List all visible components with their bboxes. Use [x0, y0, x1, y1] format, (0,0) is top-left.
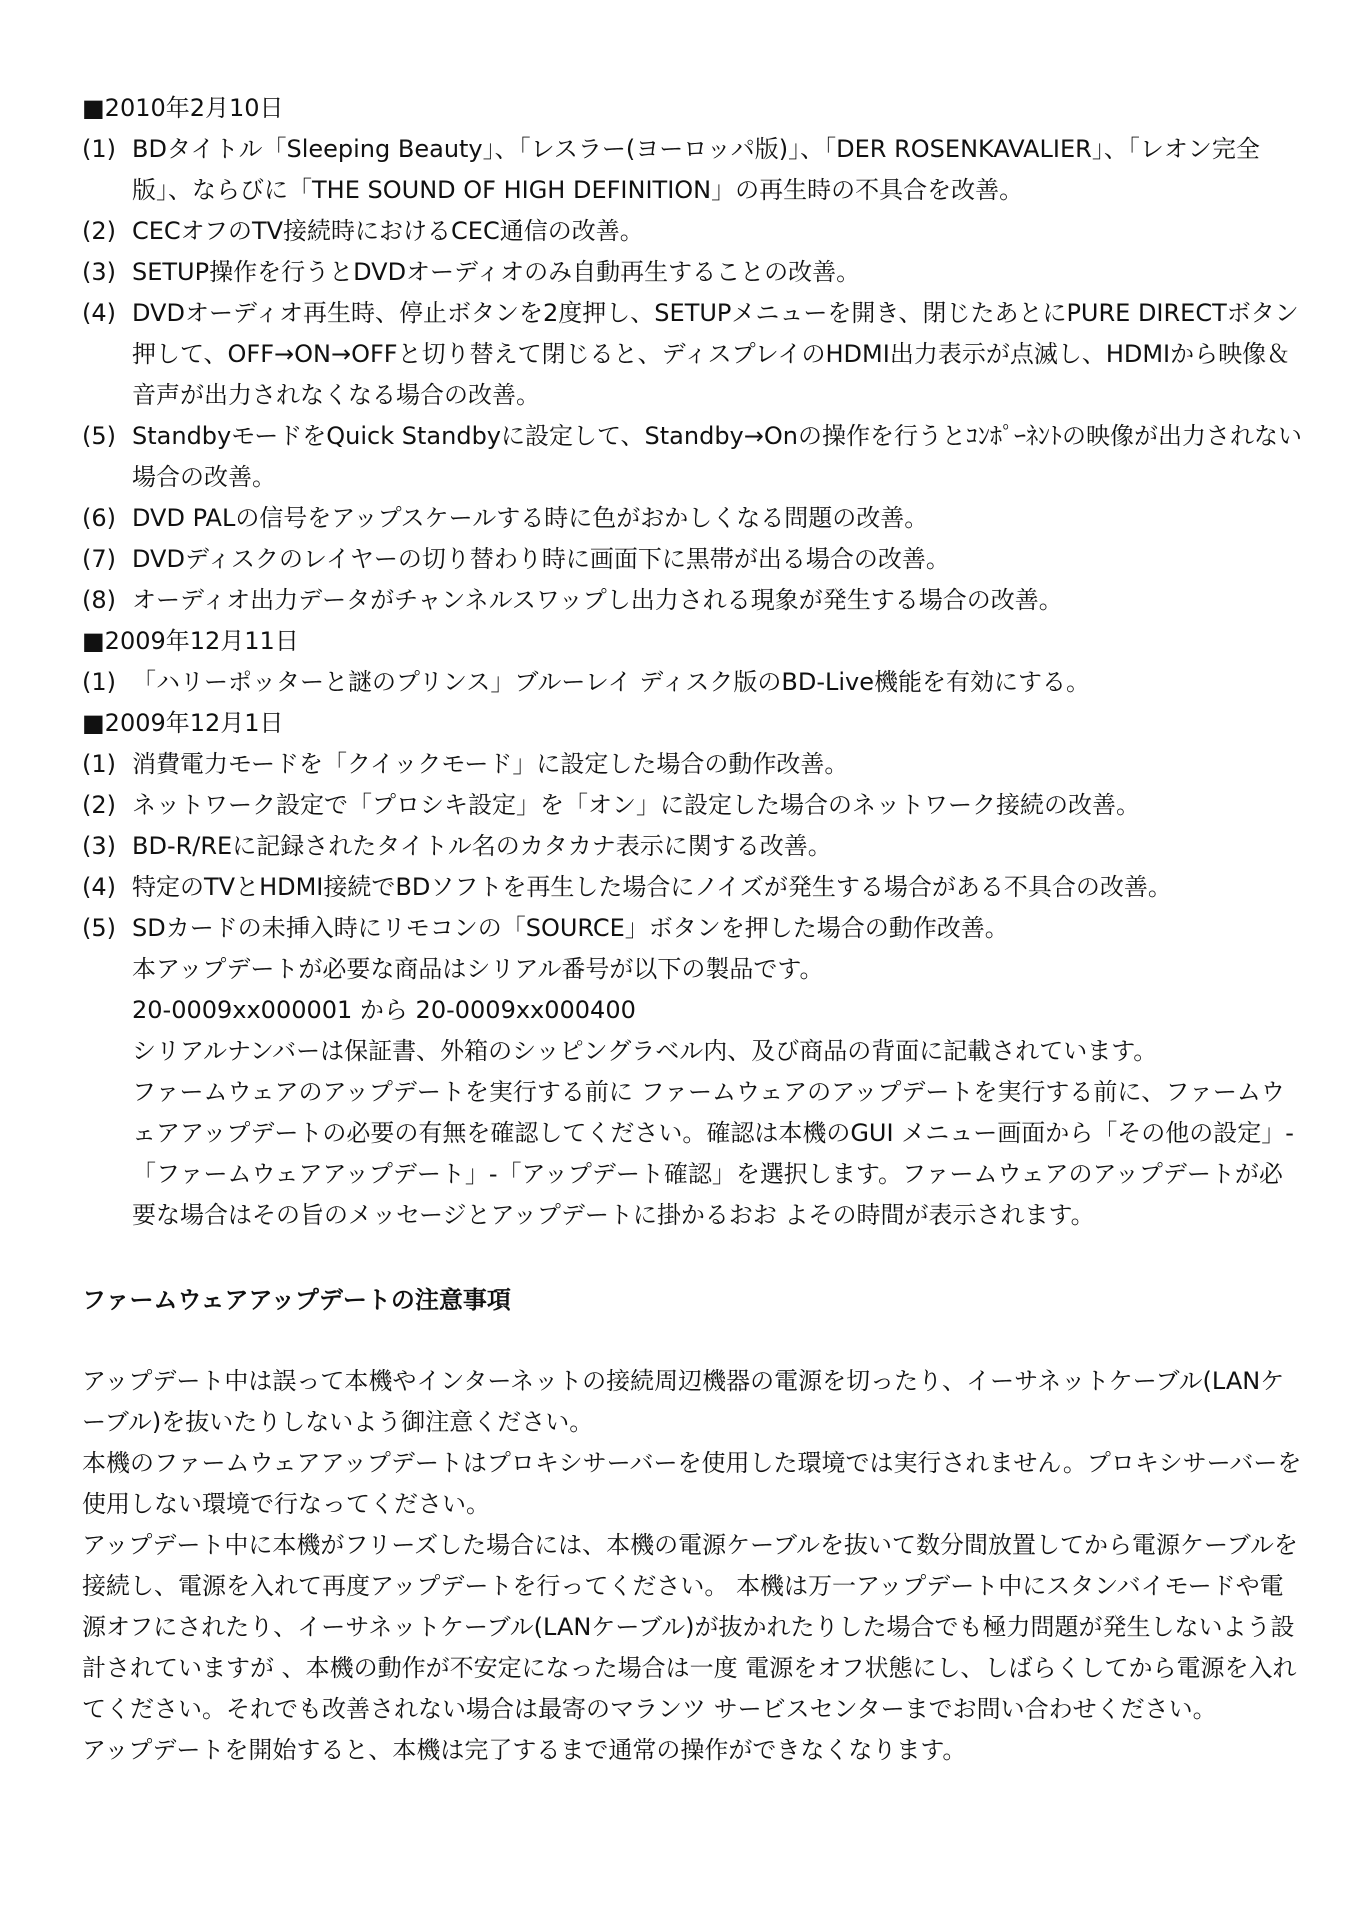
item-number: (4)	[82, 873, 116, 901]
item-text: StandbyモードをQuick Standbyに設定して、Standby→Onの操作を行うとｺﾝﾎﾟｰﾈﾝﾄの映像が出力されない場合の改善。	[132, 422, 1302, 491]
list-item	[82, 867, 1302, 908]
list-item	[82, 416, 1302, 498]
item-text: BD-R/REに記録されたタイトル名のカタカナ表示に関する改善。	[132, 832, 832, 860]
item-number: (5)	[82, 914, 116, 942]
item-text: BDタイトル「Sleeping Beauty」、「レスラー(ヨーロッパ版)」、「DER ROSENKAVALIER」、「レオン完全版」、ならびに「THE SOUND OF HIGH DEFINITION」の再生時の不具合を改善。	[132, 135, 1260, 204]
item-number: (2)	[82, 217, 116, 245]
section-date: ■2009年12月1日	[82, 709, 284, 737]
list-item	[82, 252, 1302, 293]
list-item	[82, 211, 1302, 252]
item-number: (1)	[82, 135, 116, 163]
list-item	[82, 662, 1302, 703]
item-text: DVDディスクのレイヤーの切り替わり時に画面下に黒帯が出る場合の改善。	[132, 545, 950, 573]
item-text: SDカードの未挿入時にリモコンの「SOURCE」ボタンを押した場合の動作改善。	[132, 914, 1009, 942]
item-number: (6)	[82, 504, 116, 532]
notes-paragraph: アップデート中に本機がフリーズした場合には、本機の電源ケーブルを抜いて数分間放置してから電源ケーブルを接続し、電源を入れて再度アップデートを行ってください。 本機は万一アップデート中にスタンバイモードや電源オフにされたり、イーサネットケーブル(LANケーブル)が抜かれたりした場合でも極力問題が発生しないよう設計されていますが 、本機の動作が不安定になった場合は一度 電源をオフ状態にし、しばらくしてから電源を入れてください。それでも改善されない場合は最寄のマランツ サービスセンターまでお問い合わせください。	[82, 1531, 1298, 1723]
notes-heading: ファームウェアアップデートの注意事項	[82, 1286, 511, 1314]
continuation-text: シリアルナンバーは保証書、外箱のシッピングラベル内、及び商品の背面に記載されています。	[132, 1037, 1158, 1065]
list-item	[82, 293, 1302, 416]
continuation-text: ファームウェアのアップデートを実行する前に ファームウェアのアップデートを実行する前に、ファームウェアアップデートの必要の有無を確認してください。確認は本機のGUI メニュー画面から「その他の設定」-「ファームウェアアップデート」-「アップデート確認」を選択します。ファームウェアのアップデートが必要な場合はその旨のメッセージとアップデートに掛かるおお よその時間が表示されます。	[132, 1078, 1294, 1229]
item-text: 消費電力モードを「クイックモード」に設定した場合の動作改善。	[132, 750, 849, 778]
item-number: (4)	[82, 299, 116, 327]
item-number: (3)	[82, 832, 116, 860]
document-page	[82, 88, 1302, 1771]
section-date: ■2009年12月11日	[82, 627, 299, 655]
notes-paragraph: 本機のファームウェアアップデートはプロキシサーバーを使用した環境では実行されません。プロキシサーバーを使用しない環境で行なってください。	[82, 1449, 1302, 1518]
item-number: (1)	[82, 668, 116, 696]
item-text: オーディオ出力データがチャンネルスワップし出力される現象が発生する場合の改善。	[132, 586, 1063, 614]
list-item	[82, 785, 1302, 826]
item-number: (3)	[82, 258, 116, 286]
item-text: DVD PALの信号をアップスケールする時に色がおかしくなる問題の改善。	[132, 504, 929, 532]
list-item	[82, 744, 1302, 785]
item-text: 特定のTVとHDMI接続でBDソフトを再生した場合にノイズが発生する場合がある不具合の改善。	[132, 873, 1172, 901]
list-item	[82, 129, 1302, 211]
item-number: (5)	[82, 422, 116, 450]
item-text: 「ハリーポッターと謎のプリンス」ブルーレイ ディスク版のBD-Live機能を有効にする。	[132, 668, 1090, 696]
item-number: (2)	[82, 791, 116, 819]
section-date: ■2010年2月10日	[82, 94, 284, 122]
list-item	[82, 498, 1302, 539]
list-item	[82, 908, 1302, 949]
list-item	[82, 580, 1302, 621]
list-item	[82, 539, 1302, 580]
notes-paragraph: アップデート中は誤って本機やインターネットの接続周辺機器の電源を切ったり、イーサネットケーブル(LANケ ーブル)を抜いたりしないよう御注意ください。	[82, 1367, 1285, 1436]
item-number: (7)	[82, 545, 116, 573]
item-text: ネットワーク設定で「プロシキ設定」を「オン」に設定した場合のネットワーク接続の改善。	[132, 791, 1140, 819]
item-text: CECオフのTV接続時におけるCEC通信の改善。	[132, 217, 644, 245]
continuation-text: 本アップデートが必要な商品はシリアル番号が以下の製品です。	[132, 955, 824, 983]
item-text: SETUP操作を行うとDVDオーディオのみ自動再生することの改善。	[132, 258, 861, 286]
list-item	[82, 826, 1302, 867]
item-number: (8)	[82, 586, 116, 614]
item-text: DVDオーディオ再生時、停止ボタンを2度押し、SETUPメニューを開き、閉じたあとにPURE DIRECTボタン押して、OFF→ON→OFFと切り替えて閉じると、ディスプレイのHDMI出力表示が点滅し、HDMIから映像＆音声が出力されなくなる場合の改善。	[132, 299, 1299, 409]
notes-paragraph: アップデートを開始すると、本機は完了するまで通常の操作ができなくなります。	[82, 1736, 967, 1764]
serial-range: 20-0009xx000001 から 20-0009xx000400	[132, 996, 636, 1024]
item-number: (1)	[82, 750, 116, 778]
